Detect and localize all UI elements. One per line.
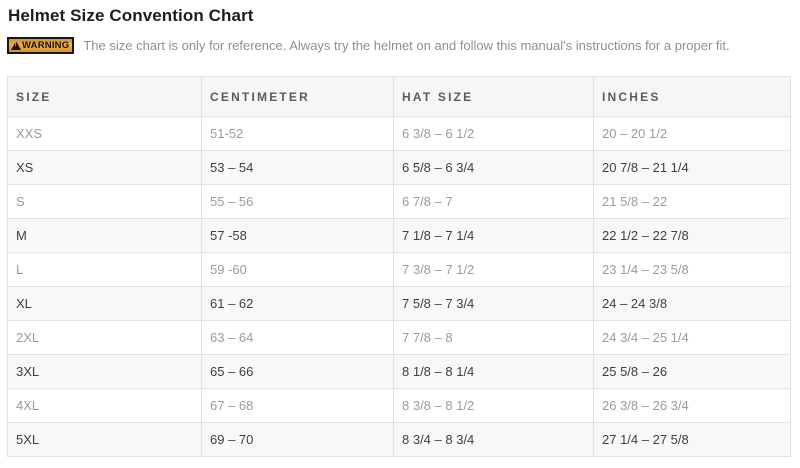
cell-inches: 23 1/4 – 23 5/8 bbox=[594, 253, 791, 287]
table-row bbox=[8, 219, 791, 253]
cell-inches: 24 3/4 – 25 1/4 bbox=[594, 321, 791, 355]
cell-size: S bbox=[8, 185, 202, 219]
cell-size: XXS bbox=[8, 117, 202, 151]
cell-inches: 27 1/4 – 27 5/8 bbox=[594, 423, 791, 457]
table-row bbox=[8, 321, 791, 355]
warning-badge bbox=[7, 37, 74, 54]
cell-size: 4XL bbox=[8, 389, 202, 423]
header-row bbox=[8, 77, 791, 117]
cell-hat_size: 6 7/8 – 7 bbox=[394, 185, 594, 219]
size-table-body bbox=[8, 117, 791, 457]
cell-hat_size: 6 5/8 – 6 3/4 bbox=[394, 151, 594, 185]
cell-hat_size: 7 3/8 – 7 1/2 bbox=[394, 253, 594, 287]
cell-size: XS bbox=[8, 151, 202, 185]
cell-centimeter: 57 -58 bbox=[202, 219, 394, 253]
column-header-inches: INCHES bbox=[594, 77, 791, 117]
table-row bbox=[8, 423, 791, 457]
cell-size: 2XL bbox=[8, 321, 202, 355]
cell-hat_size: 8 1/8 – 8 1/4 bbox=[394, 355, 594, 389]
size-table bbox=[7, 76, 791, 457]
cell-size: XL bbox=[8, 287, 202, 321]
cell-centimeter: 63 – 64 bbox=[202, 321, 394, 355]
warning-banner bbox=[7, 36, 800, 54]
cell-centimeter: 67 – 68 bbox=[202, 389, 394, 423]
table-row bbox=[8, 389, 791, 423]
cell-centimeter: 59 -60 bbox=[202, 253, 394, 287]
cell-centimeter: 55 – 56 bbox=[202, 185, 394, 219]
page-title: Helmet Size Convention Chart bbox=[8, 6, 254, 25]
column-header-size: SIZE bbox=[8, 77, 202, 117]
cell-size: M bbox=[8, 219, 202, 253]
cell-size: 3XL bbox=[8, 355, 202, 389]
cell-hat_size: 7 5/8 – 7 3/4 bbox=[394, 287, 594, 321]
warning-badge-label: WARNING bbox=[22, 39, 70, 51]
cell-inches: 20 7/8 – 21 1/4 bbox=[594, 151, 791, 185]
warning-message: The size chart is only for reference. Always try the helmet on and follow this manual's instructions for a proper fit. bbox=[83, 37, 730, 53]
cell-inches: 24 – 24 3/8 bbox=[594, 287, 791, 321]
manual-page bbox=[0, 6, 800, 468]
cell-hat_size: 8 3/4 – 8 3/4 bbox=[394, 423, 594, 457]
cell-hat_size: 8 3/8 – 8 1/2 bbox=[394, 389, 594, 423]
column-header-centimeter: CENTIMETER bbox=[202, 77, 394, 117]
table-row bbox=[8, 355, 791, 389]
table-row bbox=[8, 185, 791, 219]
cell-inches: 25 5/8 – 26 bbox=[594, 355, 791, 389]
warning-triangle-icon bbox=[11, 41, 21, 50]
cell-inches: 22 1/2 – 22 7/8 bbox=[594, 219, 791, 253]
cell-inches: 26 3/8 – 26 3/4 bbox=[594, 389, 791, 423]
table-row bbox=[8, 151, 791, 185]
cell-inches: 21 5/8 – 22 bbox=[594, 185, 791, 219]
column-header-hat_size: HAT SIZE bbox=[394, 77, 594, 117]
cell-centimeter: 53 – 54 bbox=[202, 151, 394, 185]
cell-centimeter: 61 – 62 bbox=[202, 287, 394, 321]
cell-size: 5XL bbox=[8, 423, 202, 457]
cell-hat_size: 7 1/8 – 7 1/4 bbox=[394, 219, 594, 253]
cell-hat_size: 7 7/8 – 8 bbox=[394, 321, 594, 355]
cell-size: L bbox=[8, 253, 202, 287]
size-table-head bbox=[8, 77, 791, 117]
cell-centimeter: 69 – 70 bbox=[202, 423, 394, 457]
cell-centimeter: 51-52 bbox=[202, 117, 394, 151]
table-row bbox=[8, 253, 791, 287]
cell-inches: 20 – 20 1/2 bbox=[594, 117, 791, 151]
table-row bbox=[8, 287, 791, 321]
cell-hat_size: 6 3/8 – 6 1/2 bbox=[394, 117, 594, 151]
table-row bbox=[8, 117, 791, 151]
cell-centimeter: 65 – 66 bbox=[202, 355, 394, 389]
